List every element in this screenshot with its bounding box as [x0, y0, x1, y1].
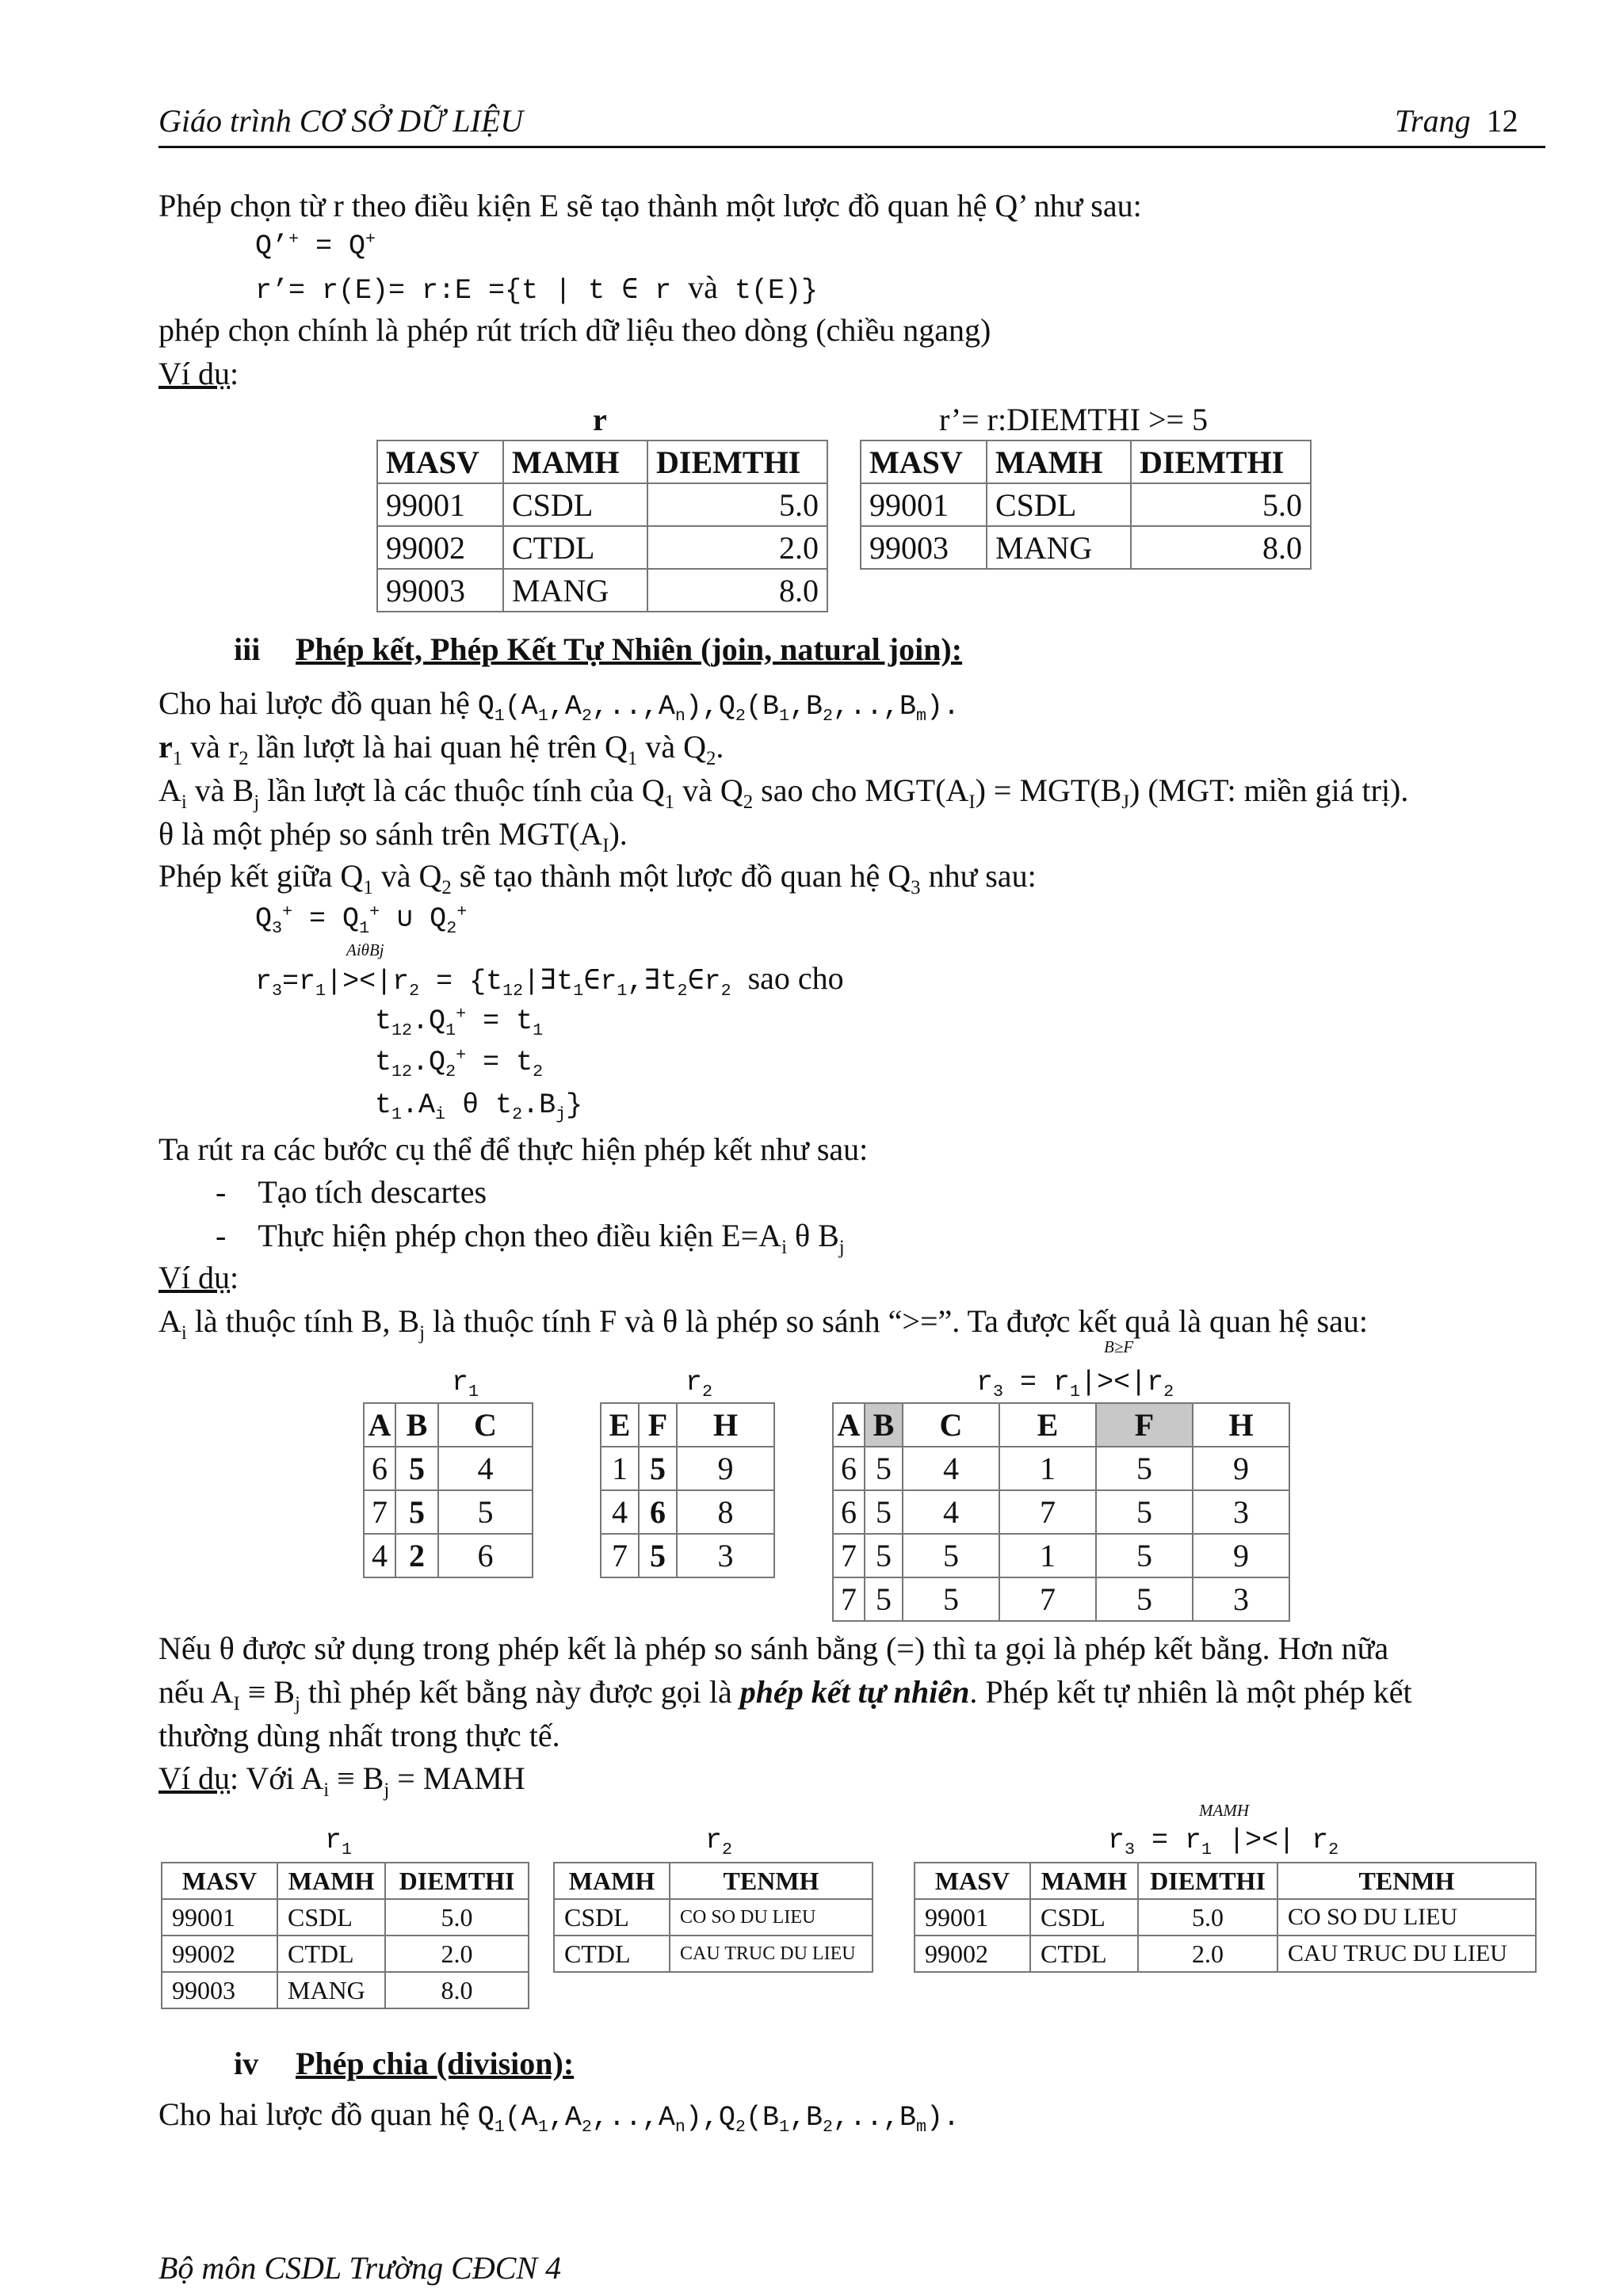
col-header: MASV	[861, 441, 987, 483]
join-para-a: Nếu θ được sử dụng trong phép kết là phép so sánh bằng (=) thì ta gọi là phép kết bằng. Hơn nữa	[158, 1630, 1389, 1666]
table-r-prime	[860, 440, 1312, 570]
formula-join-def: $r_3=r_1|><|r_2$ = {$t_{12}|\exists t_1\in r_1,\exists t_2\in r_2$ sao cho	[255, 960, 844, 1001]
table-row: 99003 MANG 8.0	[861, 526, 1311, 569]
nat-r2-label: $r_2$	[705, 1825, 733, 1859]
table-row: 7 5 5	[364, 1490, 533, 1534]
header-rule	[158, 146, 1545, 148]
nat-r1-label: $r_1$	[325, 1825, 353, 1859]
table-row: CTDL CAU TRUC DU LIEU	[554, 1936, 873, 1972]
join-line-schemas: Cho hai lược đồ quan hệ $Q_1(A_1,A_2,..,A_n),Q_2(B_1,B_2,..,B_m)$.	[158, 685, 960, 726]
r3-label: $r_3 = r_1|><|r_2$	[976, 1367, 1174, 1402]
col-header: MAMH	[987, 441, 1131, 483]
col-header: DIEMTHI	[647, 441, 827, 483]
join-line-result: Phép kết giữa $Q_1$ và $Q_2$ sẽ tạo thành một lược đồ quan hệ $Q_3$ như sau:	[158, 858, 1037, 898]
table-row: 99002 CTDL 2.0 CAU TRUC DU LIEU	[915, 1936, 1536, 1972]
table-row: CSDL CO SO DU LIEU	[554, 1899, 873, 1936]
formula-q-plus: Q’+ = Q+	[255, 229, 376, 262]
selection-intro: Phép chọn từ r theo điều kiện E sẽ tạo thành một lược đồ quan hệ Q’ như sau:	[158, 188, 1142, 223]
formula-t12-q2: $t_{12}.Q_2^+ = t_2$	[375, 1045, 544, 1081]
join-steps-intro: Ta rút ra các bước cụ thể để thực hiện phép kết như sau:	[158, 1131, 869, 1167]
table-nat-r2: MAMH TENMH CSDL CO SO DU LIEU CTDL CAU TRUC DU LIEU	[553, 1862, 873, 1973]
join-para-c: thường dùng nhất trong thực tế.	[158, 1718, 560, 1753]
division-line-schemas: Cho hai lược đồ quan hệ $Q_1(A_1,A_2,..,A_n),Q_2(B_1,B_2,..,B_m)$.	[158, 2096, 960, 2137]
section-number-iv: iv	[234, 2046, 259, 2081]
formula-selection: r’= r(E)= r:E ={t | t ∈ r và t(E)}	[255, 269, 818, 307]
table-r-title: r	[593, 402, 607, 437]
join-para-b: nếu $A_I \equiv B_j$ thì phép kết bằng này được gọi là phép kết tự nhiên. Phép kết tự nhiên là một phép kết	[158, 1674, 1412, 1714]
formula-q3-plus: $Q_3^+ = Q_1^+$ ∪ $Q_2^+$	[255, 902, 468, 938]
highlighted-col-b: B	[865, 1403, 903, 1447]
header-title: Giáo trình CƠ SỞ DỮ LIỆU	[158, 103, 524, 139]
formula-t12-q1: $t_{12}.Q_1^+ = t_1$	[375, 1004, 544, 1040]
table-row: 6 5 4 1 5 9	[833, 1447, 1289, 1490]
table-row: 99003 MANG 8.0	[162, 1972, 529, 2008]
section-number-iii: iii	[234, 631, 261, 667]
table-nat-r3: MASV MAMH DIEMTHI TENMH 99001 CSDL 5.0 CO SO DU LIEU 99002 CTDL 2.0 CAU TRUC DU LIEU	[914, 1862, 1537, 1973]
join-step-2: - Thực hiện phép chọn theo điều kiện $E=A_i$ θ $B_j$	[216, 1218, 845, 1258]
natural-join-example: Ví dụ: Với $A_i \equiv B_j$ = MAMH	[158, 1760, 525, 1801]
table-row: 99001 CSDL 5.0	[861, 483, 1311, 526]
table-join-r3: A B C E F H 6 5 4 1 5 9 6 5 4 7 5 3 7 5 5 1 5 9 7 5 5 7 5 3	[832, 1402, 1290, 1622]
table-row: 4 6 8	[601, 1490, 774, 1534]
formula-join-cond: AiθBj	[346, 940, 384, 959]
join-step-1: - Tạo tích descartes	[216, 1174, 487, 1210]
footer-text: Bộ môn CSDL Trường CĐCN 4	[158, 2250, 562, 2286]
col-header: MAMH	[503, 441, 647, 483]
table-r-prime-title: r’= r:DIEMTHI >= 5	[939, 402, 1209, 437]
col-header: MASV	[377, 441, 503, 483]
table-row: 4 2 6	[364, 1534, 533, 1577]
selection-note: phép chọn chính là phép rút trích dữ liệu theo dòng (chiều ngang)	[158, 312, 991, 348]
table-nat-r1: MASV MAMH DIEMTHI 99001 CSDL 5.0 99002 CTDL 2.0 99003 MANG 8.0	[161, 1862, 529, 2009]
highlighted-col-f: F	[1096, 1403, 1193, 1447]
table-row: 6 5 4	[364, 1447, 533, 1490]
table-row: 7 5 3	[601, 1534, 774, 1577]
formula-theta-cond: $t_1.A_i$ θ $t_2.B_j$}	[375, 1089, 583, 1124]
table-row: 99002 CTDL 2.0	[162, 1936, 529, 1972]
r3-condition: B≥F	[1104, 1337, 1134, 1356]
join-example-label: Ví dụ:	[158, 1260, 239, 1295]
table-join-r2: E F H 1 5 9 4 6 8 7 5 3	[600, 1402, 775, 1578]
join-line-attributes: $A_i$ và $B_j$ lần lượt là các thuộc tính của $Q_1$ và $Q_2$ sao cho $MGT(A_I) = MGT(B_J)$ (MGT: miền giá trị).	[158, 772, 1409, 813]
table-row: 7 5 5 1 5 9	[833, 1534, 1289, 1577]
selection-example-label: Ví dụ:	[158, 356, 239, 391]
page-number: 12	[1486, 103, 1518, 139]
table-row: 99003 MANG 8.0	[377, 569, 827, 612]
section-heading-division: Phép chia (division):	[296, 2046, 575, 2081]
table-row: 99001 CSDL 5.0	[162, 1899, 529, 1936]
section-heading-join: Phép kết, Phép Kết Tự Nhiên (join, natural join):	[296, 631, 963, 667]
nat-join-condition: MAMH	[1199, 1801, 1249, 1820]
table-row: 99001 CSDL 5.0 CO SO DU LIEU	[915, 1899, 1536, 1936]
table-row: 99002 CTDL 2.0	[377, 526, 827, 569]
r1-label: $r_1$	[452, 1367, 479, 1402]
table-row: 6 5 4 7 5 3	[833, 1490, 1289, 1534]
col-header: DIEMTHI	[1131, 441, 1311, 483]
join-line-relations: $r_1$ và $r_2$ lần lượt là hai quan hệ trên $Q_1$ và $Q_2$.	[158, 729, 724, 769]
page-label: Trang	[1395, 103, 1471, 139]
table-row: 1 5 9	[601, 1447, 774, 1490]
header-page	[1395, 103, 1518, 139]
join-example-desc: $A_i$ là thuộc tính B, $B_j$ là thuộc tính F và θ là phép so sánh “>=”. Ta được kết quả là quan hệ sau:	[158, 1303, 1368, 1344]
nat-r3-label: $r_3 = r_1$ |><| $r_2$	[1108, 1825, 1339, 1859]
r2-label: $r_2$	[685, 1367, 713, 1402]
table-row: 99001 CSDL 5.0	[377, 483, 827, 526]
table-row: 7 5 5 7 5 3	[833, 1577, 1289, 1621]
join-line-theta: θ là một phép so sánh trên $MGT(A_I)$.	[158, 816, 628, 856]
table-r	[376, 440, 828, 612]
table-join-r1: A B C 6 5 4 7 5 5 4 2 6	[363, 1402, 533, 1578]
